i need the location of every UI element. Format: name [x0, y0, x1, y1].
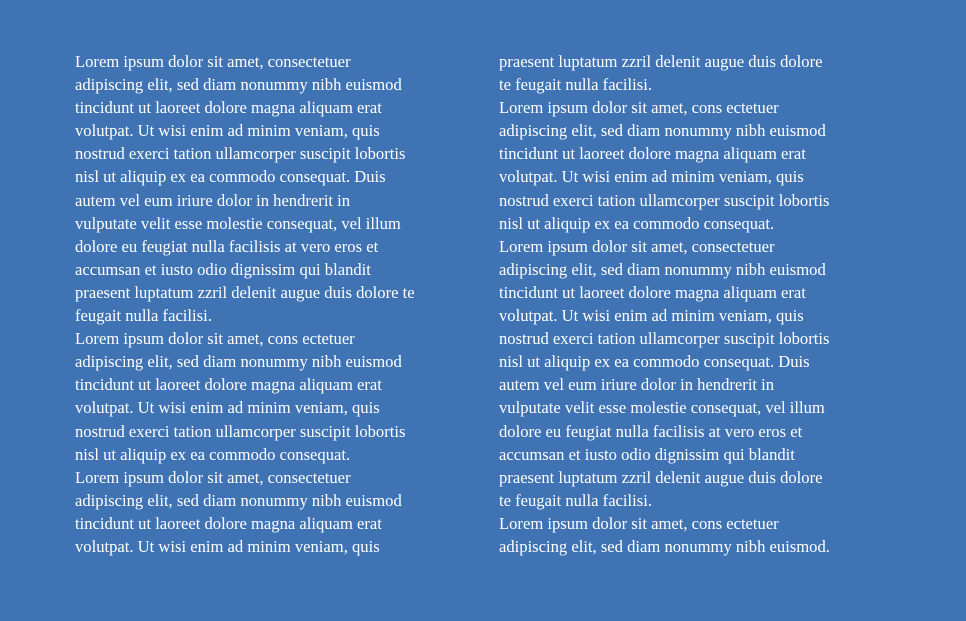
- text-line: tincidunt ut laoreet dolore magna aliquam erat: [75, 375, 382, 395]
- text-line: Lorem ipsum dolor sit amet, consectetuer: [75, 52, 351, 71]
- text-line: Lorem ipsum dolor sit amet, consectetuer: [499, 236, 775, 256]
- text-line: tincidunt ut laoreet dolore magna aliquam erat: [75, 98, 382, 118]
- text-line: adipiscing elit, sed diam nonummy nibh euismod: [75, 352, 402, 372]
- text-line: praesent luptatum zzril delenit augue duis dolore te: [75, 282, 415, 302]
- text-line: Lorem ipsum dolor sit amet, cons ectetuer: [499, 513, 779, 533]
- text-line: feugait nulla facilisi.: [75, 306, 212, 326]
- text-line: nostrud exerci tation ullamcorper suscipit lobortis: [75, 421, 406, 441]
- right-text-column: [499, 50, 899, 558]
- text-line: dolore eu feugiat nulla facilisis at vero eros et: [499, 421, 803, 441]
- text-line: tincidunt ut laoreet dolore magna aliquam erat: [499, 282, 806, 302]
- text-line: te feugait nulla facilisi.: [499, 490, 652, 510]
- text-line: nostrud exerci tation ullamcorper suscipit lobortis: [75, 144, 406, 164]
- text-line: Lorem ipsum dolor sit amet, consectetuer: [75, 467, 351, 487]
- text-line: volutpat. Ut wisi enim ad minim veniam, quis: [75, 398, 380, 418]
- text-line: nisl ut aliquip ex ea commodo consequat.: [499, 213, 775, 233]
- text-line: tincidunt ut laoreet dolore magna aliquam erat: [499, 144, 806, 164]
- text-line: adipiscing elit, sed diam nonummy nibh euismod: [499, 259, 826, 279]
- text-line: Lorem ipsum dolor sit amet, cons ectetuer: [499, 98, 779, 118]
- text-line: vulputate velit esse molestie consequat, vel illum: [75, 213, 401, 233]
- text-line: accumsan et iusto odio dignissim qui blandit: [499, 444, 795, 464]
- text-line: volutpat. Ut wisi enim ad minim veniam, quis: [499, 306, 804, 326]
- text-line: nisl ut aliquip ex ea commodo consequat. Duis: [499, 352, 810, 372]
- text-line: nostrud exerci tation ullamcorper suscipit lobortis: [499, 190, 830, 210]
- text-line: volutpat. Ut wisi enim ad minim veniam, quis: [499, 167, 804, 187]
- text-line: tincidunt ut laoreet dolore magna aliquam erat: [75, 513, 382, 533]
- text-line: praesent luptatum zzril delenit augue duis dolore: [499, 52, 823, 71]
- text-line: volutpat. Ut wisi enim ad minim veniam, quis: [75, 121, 380, 141]
- text-line: adipiscing elit, sed diam nonummy nibh euismod: [75, 490, 402, 510]
- text-line: accumsan et iusto odio dignissim qui blandit: [75, 259, 371, 279]
- text-line: te feugait nulla facilisi.: [499, 75, 652, 95]
- text-line: adipiscing elit, sed diam nonummy nibh euismod.: [499, 536, 830, 556]
- left-text-column: [75, 50, 475, 558]
- text-line: nostrud exerci tation ullamcorper suscipit lobortis: [499, 329, 830, 349]
- text-line: praesent luptatum zzril delenit augue duis dolore: [499, 467, 823, 487]
- text-line: volutpat. Ut wisi enim ad minim veniam, quis: [75, 536, 380, 556]
- text-line: dolore eu feugiat nulla facilisis at vero eros et: [75, 236, 379, 256]
- text-line: autem vel eum iriure dolor in hendrerit in: [75, 190, 351, 210]
- text-line: Lorem ipsum dolor sit amet, cons ectetuer: [75, 329, 355, 349]
- text-line: vulputate velit esse molestie consequat, vel illum: [499, 398, 825, 418]
- text-line: adipiscing elit, sed diam nonummy nibh euismod: [75, 75, 402, 95]
- text-line: autem vel eum iriure dolor in hendrerit in: [499, 375, 775, 395]
- text-line: nisl ut aliquip ex ea commodo consequat. Duis: [75, 167, 386, 187]
- text-line: nisl ut aliquip ex ea commodo consequat.: [75, 444, 351, 464]
- text-line: adipiscing elit, sed diam nonummy nibh euismod: [499, 121, 826, 141]
